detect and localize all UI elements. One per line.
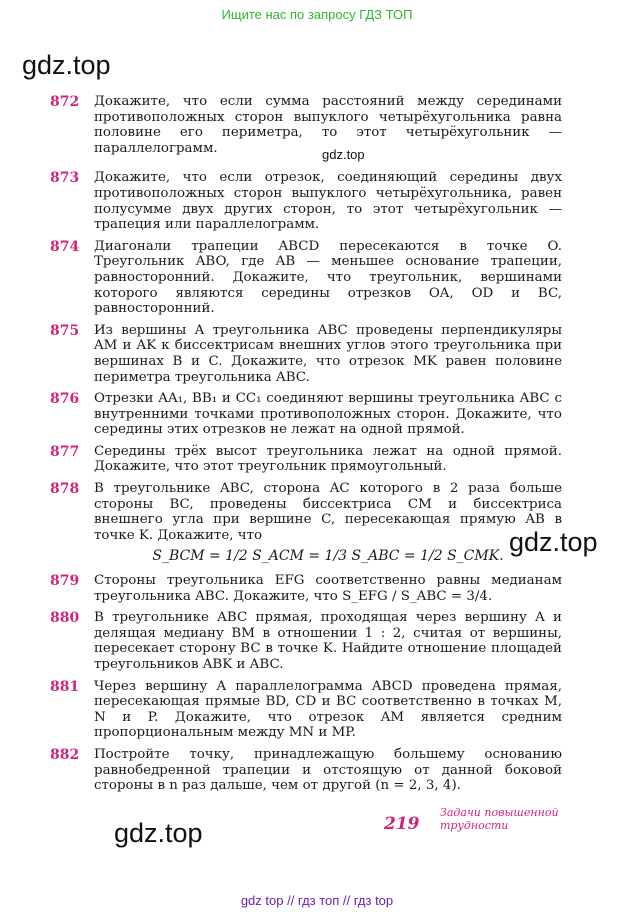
problem-873 xyxy=(50,170,562,232)
problem-877 xyxy=(50,444,562,475)
problem-text: Диагонали трапеции ABCD пересекаются в точке O. Треугольник ABO, где AB — меньшее основание трапеции, равносторонний. Докажите, что треугольник, вершинами которого являются середины отрезков OA, OD и BC, равносторонний. xyxy=(94,238,562,317)
problem-text-block xyxy=(94,481,562,567)
formula: S_BCM = 1/2 S_ACM = 1/3 S_ABC = 1/2 S_CMK. xyxy=(152,548,504,565)
problem-text: В треугольнике ABC прямая, проходящая через вершину A и делящая медиану BM в отношении 1 : 2, считая от вершины, пересекает сторону BC в точке K. Найдите отношение площадей треугольников ABK и ABC. xyxy=(94,610,562,672)
problem-text: Докажите, что если сумма расстояний между серединами противоположных сторон выпуклого четырёхугольника равна половине его периметра, то этот четырёхугольник — параллелограмм. xyxy=(94,94,562,156)
footer-links[interactable]: gdz top // гдз топ // гдз top xyxy=(240,893,394,908)
problem-881 xyxy=(50,679,562,741)
problem-number: 879 xyxy=(50,573,80,590)
problem-number: 878 xyxy=(50,481,80,498)
watermark-bottom-left: gdz.top xyxy=(114,818,203,848)
problem-text: Докажите, что если отрезок, соединяющий середины двух противоположных сторон выпуклого четырёхугольника, равен полусумме двух других сторон, то этот четырёхугольник — трапеция или параллелограмм. xyxy=(94,170,562,233)
problem-number: 875 xyxy=(50,322,80,339)
problem-number: 882 xyxy=(50,746,80,763)
top-banner[interactable]: Ищите нас по запросу ГДЗ ТОП xyxy=(221,7,413,22)
problem-879 xyxy=(50,573,562,604)
watermark-top-left: gdz.top xyxy=(22,50,111,80)
problem-text: Отрезки AA₁, BB₁ и CC₁ соединяют вершины треугольника ABC с внутренними точками противоположных сторон. Докажите, что середины этих отрезков не лежат на одной прямой. xyxy=(94,391,562,438)
watermark-right: gdz.top xyxy=(509,527,598,557)
problem-878 xyxy=(50,481,562,567)
problem-number: 877 xyxy=(50,443,80,460)
problem-872 xyxy=(50,94,562,164)
problem-875 xyxy=(50,323,562,385)
problem-list xyxy=(50,94,562,800)
problem-text: Середины трёх высот треугольника лежат на одной прямой. Докажите, что этот треугольник прямоугольный. xyxy=(94,443,562,475)
problem-number: 872 xyxy=(50,94,80,110)
problem-number: 873 xyxy=(50,170,80,187)
problem-882 xyxy=(50,747,562,794)
problem-874 xyxy=(50,239,562,317)
problem-880 xyxy=(50,610,562,672)
problem-text: Через вершину A параллелограмма ABCD проведена прямая, пересекающая прямые BD, CD и BC соответственно в точках M, N и P. Докажите, что отрезок AM является средним пропорциональным между MN и MP. xyxy=(94,678,562,741)
section-title: Задачи повышенной трудности xyxy=(440,806,559,832)
watermark-inline: gdz.top xyxy=(322,147,365,162)
problem-number: 874 xyxy=(50,238,80,255)
problem-number: 881 xyxy=(50,678,80,695)
problem-number: 880 xyxy=(50,610,80,627)
problem-text: В треугольнике ABC, сторона AC которого в 2 раза больше стороны BC, проведены биссектриса CM и биссектриса внешнего угла при вершине C, пересекающая прямую AB в точке K. Докажите, что xyxy=(94,481,562,543)
page-number: 219 xyxy=(384,814,420,834)
problem-text: Из вершины A треугольника ABC проведены перпендикуляры AM и AK к биссектрисам внешних углов этого треугольника при вершинах B и C. Докажите, что отрезок MK равен половине периметра треугольника ABC. xyxy=(94,322,562,385)
problem-text: Стороны треугольника EFG соответственно равны медианам треугольника ABC. Докажите, что S_EFG / S_ABC = 3/4. xyxy=(94,573,562,604)
problem-876 xyxy=(50,391,562,438)
problem-number: 876 xyxy=(50,391,80,408)
problem-text: Постройте точку, принадлежащую большему основанию равнобедренной трапеции и отстоящую от данной боковой стороны в n раз дальше, чем от другой (n = 2, 3, 4). xyxy=(94,746,562,794)
